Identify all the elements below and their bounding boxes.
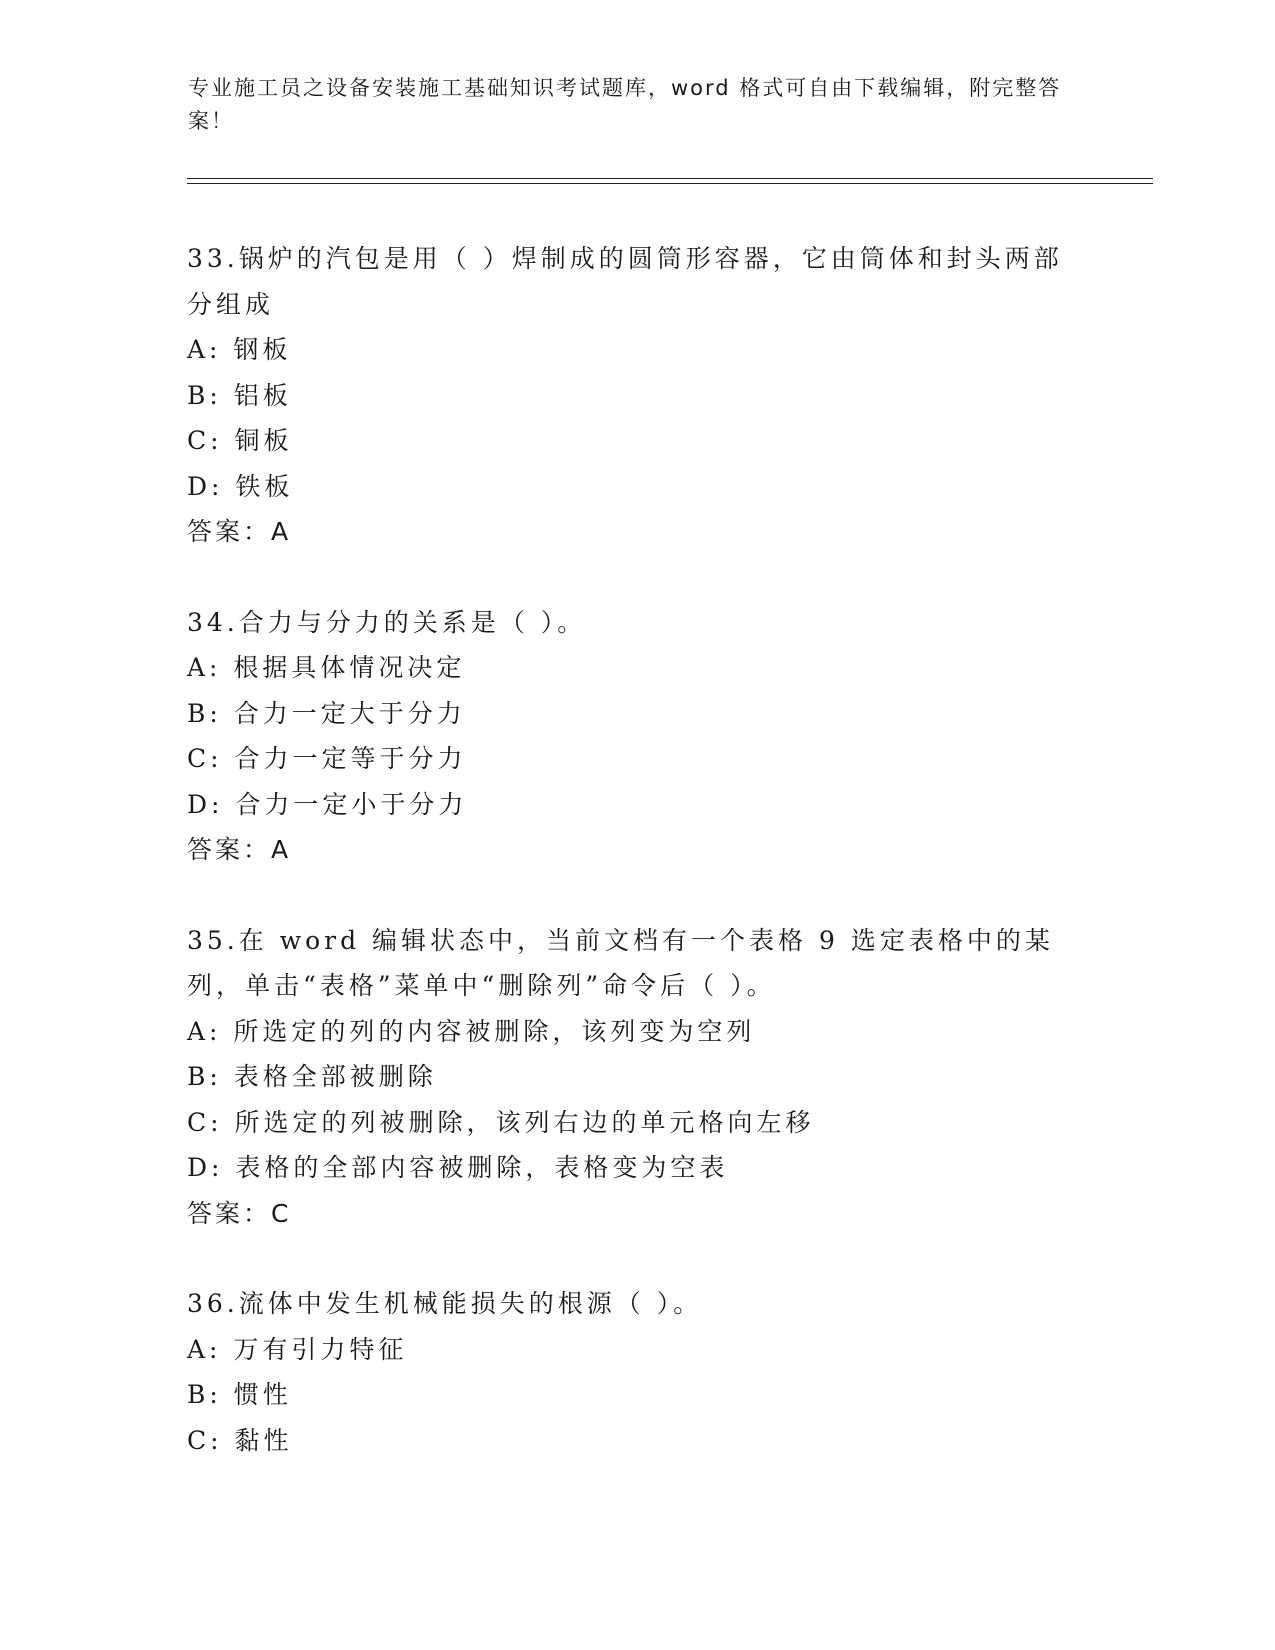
option-a: A: 所选定的列的内容被删除，该列变为空列 (187, 1016, 756, 1046)
option-a: A: 万有引力特征 (187, 1334, 408, 1364)
option-b: B: 合力一定大于分力 (187, 698, 466, 728)
question-stem: 36.流体中发生机械能损失的根源（ ）。 (187, 1289, 703, 1318)
question-list (187, 236, 1087, 1508)
question-stem: 33.锅炉的汽包是用（ ）焊制成的圆筒形容器，它由筒体和封头两部分组成 (187, 244, 1063, 319)
option-a: A: 根据具体情况决定 (187, 653, 466, 682)
answer-line: 答案：C (187, 1198, 292, 1228)
option-d: D: 合力一定小于分力 (187, 789, 468, 819)
option-b: B: 惯性 (187, 1380, 292, 1409)
option-a: A: 钢板 (187, 335, 292, 364)
answer-line: 答案：A (187, 517, 292, 546)
option-b: B: 铝板 (187, 380, 292, 410)
option-c: C: 铜板 (187, 426, 293, 455)
question-stem: 34.合力与分力的关系是（ ）。 (187, 607, 587, 637)
document-header: 专业施工员之设备安装施工基础知识考试题库，word 格式可自由下载编辑，附完整答案！ (188, 76, 1062, 133)
header-rule-bottom (187, 183, 1153, 184)
option-c: C: 黏性 (187, 1425, 293, 1455)
option-d: D: 铁板 (187, 471, 294, 501)
answer-line: 答案：A (187, 835, 292, 864)
option-d: D: 表格的全部内容被删除，表格变为空表 (187, 1153, 729, 1182)
question-36 (187, 1281, 1087, 1463)
question-35 (187, 918, 1087, 1237)
question-33 (187, 236, 1087, 555)
option-c: C: 所选定的列被删除，该列右边的单元格向左移 (187, 1107, 815, 1137)
option-c: C: 合力一定等于分力 (187, 744, 467, 773)
header-rule-top (187, 178, 1153, 179)
option-b: B: 表格全部被删除 (187, 1062, 437, 1091)
question-34 (187, 600, 1087, 873)
question-stem: 35.在 word 编辑状态中，当前文档有一个表格 9 选定表格中的某列，单击“表格”菜单中“删除列”命令后（ ）。 (187, 925, 1054, 1000)
